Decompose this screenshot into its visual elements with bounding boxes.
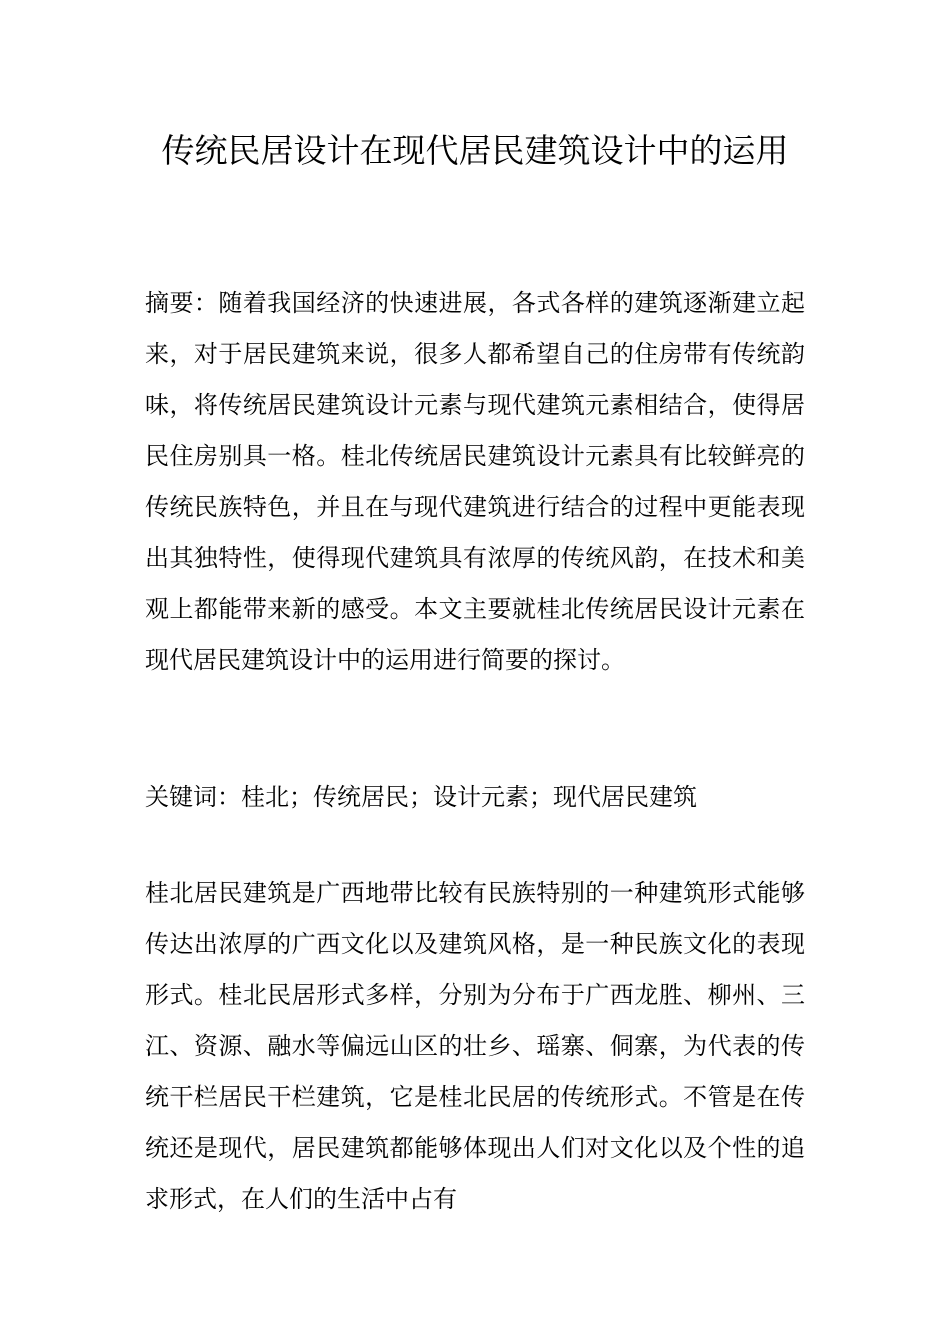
abstract-paragraph: 摘要：随着我国经济的快速进展，各式各样的建筑逐渐建立起来，对于居民建筑来说，很多人都希望自己的住房带有传统韵味，将传统居民建筑设计元素与现代建筑元素相结合，使得居民住房别具一格。桂北传统居民建筑设计元素具有比较鲜亮的传统民族特色，并且在与现代建筑进行结合的过程中更能表现出其独特性，使得现代建筑具有浓厚的传统风韵，在技术和美观上都能带来新的感受。本文主要就桂北传统居民设计元素在现代居民建筑设计中的运用进行简要的探讨。 <box>145 289 805 674</box>
body-paragraph: 桂北居民建筑是广西地带比较有民族特别的一种建筑形式能够传达出浓厚的广西文化以及建筑风格，是一种民族文化的表现形式。桂北民居形式多样，分别为分布于广西龙胜、柳州、三江、资源、融水等偏远山区的壮乡、瑶寨、侗寨，为代表的传统干栏居民干栏建筑，它是桂北民居的传统形式。不管是在传统还是现代，居民建筑都能够体现出人们对文化以及个性的追求形式，在人们的生活中占有 <box>145 879 805 1213</box>
document-title: 传统民居设计在现代居民建筑设计中的运用 <box>161 131 789 170</box>
keywords-line: 关键词：桂北；传统居民；设计元素；现代居民建筑 <box>145 783 697 811</box>
